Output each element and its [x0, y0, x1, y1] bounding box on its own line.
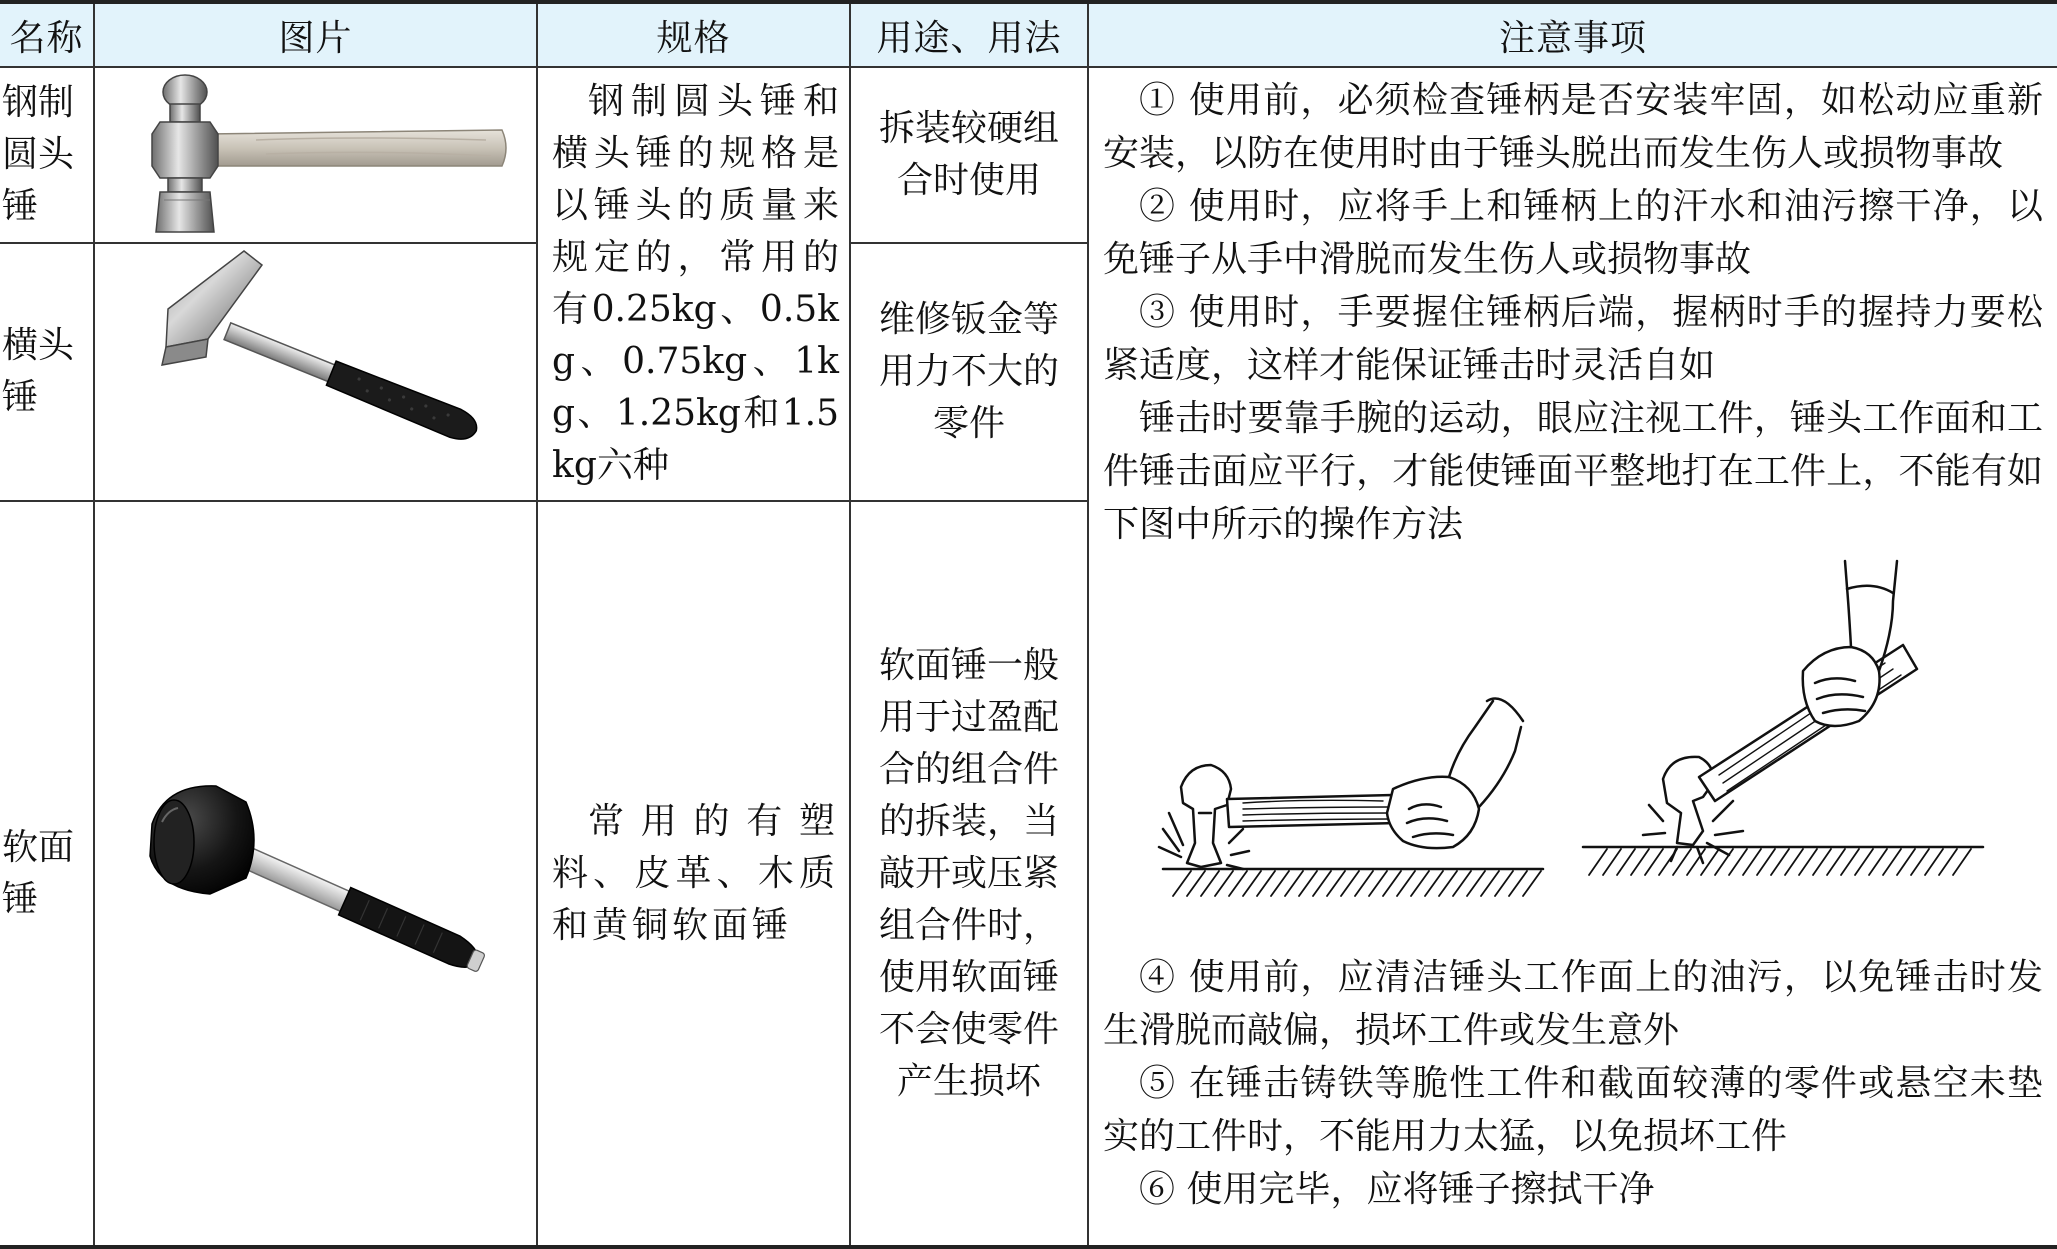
note-item: ④ 使用前，应清洁锤头工作面上的油污，以免锤击时发生滑脱而敲偏，损坏工件或发生意外 [1103, 957, 2043, 1051]
tool-usage: 软面锤一般用于过盈配合的组合件的拆装，当敲开或压紧组合件时，使用软面锤不会使零件产生损坏 [850, 501, 1088, 1247]
tool-usage: 拆装较硬组合时使用 [850, 67, 1088, 243]
header-notes: 注意事项 [1088, 2, 2057, 67]
tool-name: 软面锤 [0, 501, 94, 1247]
incorrect-hammering-illustration [1103, 551, 2043, 951]
header-spec: 规格 [537, 2, 850, 67]
note-item: ② 使用时，应将手上和锤柄上的汗水和油污擦干净，以免锤子从手中滑脱而发生伤人或损物事故 [1103, 186, 2043, 280]
note-item: ① 使用前，必须检查锤柄是否安装牢固，如松动应重新安装，以防在使用时由于锤头脱出而发生伤人或损物事故 [1103, 80, 2043, 174]
ball-peen-hammer-photo [106, 70, 526, 240]
tool-picture [94, 501, 537, 1247]
spec-shared: 钢制圆头锤和横头锤的规格是以锤头的质量来规定的，常用的有0.25kg、0.5kg、0.75kg、1kg、1.25kg和1.5kg六种 [537, 67, 850, 501]
tool-spec: 常用的有塑料、皮革、木质和黄铜软面锤 [537, 501, 850, 1247]
incorrect-hammering-icon [1103, 551, 2043, 951]
header-usage: 用途、用法 [850, 2, 1088, 67]
note-item: ⑤ 在锤击铸铁等脆性工件和截面较薄的零件或悬空未垫实的工件时，不能用力太猛，以免损坏工件 [1103, 1063, 2043, 1157]
header-name: 名称 [0, 2, 94, 67]
tool-picture [94, 243, 537, 501]
tool-name: 横头锤 [0, 243, 94, 501]
tool-picture [94, 67, 537, 243]
cross-peen-hammer-photo [106, 247, 526, 497]
tool-usage: 维修钣金等用力不大的零件 [850, 243, 1088, 501]
note-item: 锤击时要靠手腕的运动，眼应注视工件，锤头工作面和工件锤击面应平行，才能使锤面平整地打在工件上，不能有如下图中所示的操作方法 [1103, 398, 2043, 545]
note-item: ⑥ 使用完毕，应将锤子擦拭干净 [1139, 1169, 1655, 1210]
header-picture: 图片 [94, 2, 537, 67]
note-item: ③ 使用时，手要握住锤柄后端，握柄时手的握持力要松紧适度，这样才能保证锤击时灵活自如 [1103, 292, 2043, 386]
notes-cell [1088, 67, 2057, 1247]
table-row [0, 67, 2057, 243]
header-row [0, 2, 2057, 67]
tool-name: 钢制圆头锤 [0, 67, 94, 243]
soft-face-mallet-photo [106, 744, 526, 1004]
